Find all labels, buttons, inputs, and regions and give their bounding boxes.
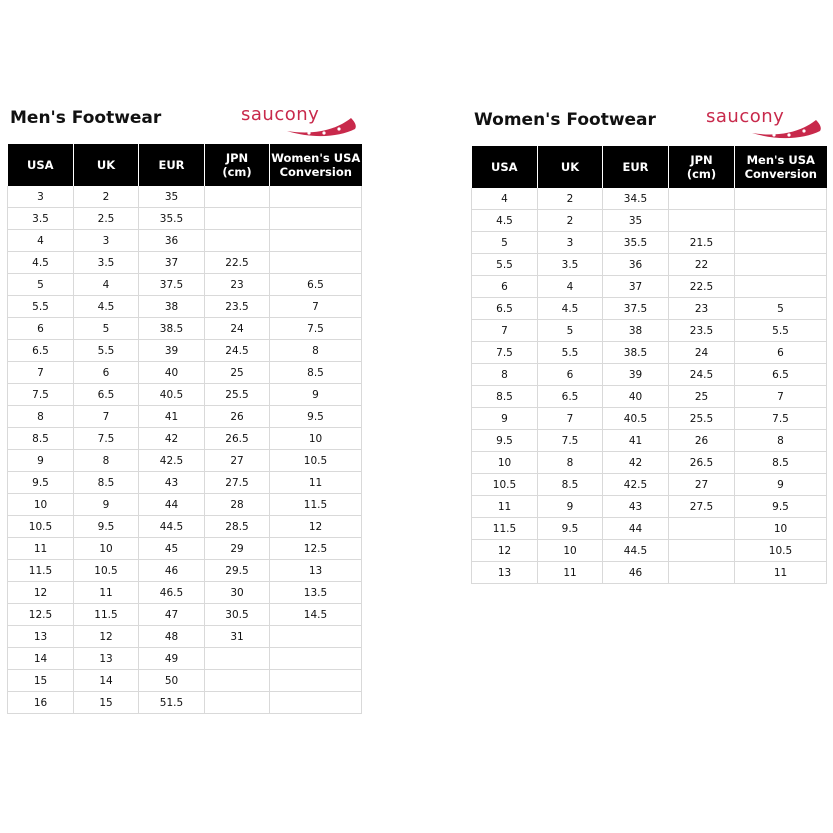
men-col-header	[139, 144, 205, 186]
table-row	[8, 318, 362, 340]
table-cell: 39	[603, 364, 669, 386]
table-cell: 26	[669, 430, 735, 452]
table-cell: 47	[139, 604, 205, 626]
saucony-logo	[239, 104, 359, 138]
table-cell: 36	[603, 254, 669, 276]
table-cell	[669, 562, 735, 584]
table-cell: 10	[8, 494, 74, 516]
table-cell: 7.5	[270, 318, 362, 340]
table-cell	[735, 210, 827, 232]
table-cell: 22.5	[205, 252, 270, 274]
table-cell: 5	[8, 274, 74, 296]
table-cell	[735, 232, 827, 254]
women-col-header	[669, 146, 735, 188]
table-cell: 12	[74, 626, 139, 648]
table-cell: 42.5	[603, 474, 669, 496]
mens-header-row	[8, 144, 362, 186]
table-cell: 12	[270, 516, 362, 538]
table-cell: 4.5	[74, 296, 139, 318]
table-cell	[669, 188, 735, 210]
table-cell: 4.5	[8, 252, 74, 274]
table-row	[8, 340, 362, 362]
table-cell: 35.5	[603, 232, 669, 254]
men-col-header-line: UK	[96, 158, 116, 172]
table-cell	[669, 540, 735, 562]
table-cell: 11	[74, 582, 139, 604]
table-cell: 11.5	[8, 560, 74, 582]
table-cell: 4	[472, 188, 538, 210]
table-cell: 10	[538, 540, 603, 562]
table-cell: 8.5	[472, 386, 538, 408]
table-cell: 6	[472, 276, 538, 298]
table-row	[8, 538, 362, 560]
table-cell: 10	[270, 428, 362, 450]
table-cell: 24.5	[669, 364, 735, 386]
table-cell: 38	[139, 296, 205, 318]
table-cell: 6.5	[472, 298, 538, 320]
table-cell: 12.5	[270, 538, 362, 560]
table-cell: 7.5	[538, 430, 603, 452]
women-col-header-line: Conversion	[744, 167, 817, 181]
table-row	[472, 254, 827, 276]
table-cell: 9	[472, 408, 538, 430]
table-cell: 9	[735, 474, 827, 496]
table-row	[472, 188, 827, 210]
table-cell: 4.5	[538, 298, 603, 320]
table-cell: 23.5	[205, 296, 270, 318]
table-row	[8, 186, 362, 208]
table-cell: 4	[74, 274, 139, 296]
table-cell: 27.5	[669, 496, 735, 518]
table-cell: 6	[74, 362, 139, 384]
table-cell: 6.5	[270, 274, 362, 296]
table-cell: 5.5	[8, 296, 74, 318]
table-row	[8, 670, 362, 692]
table-cell: 10	[472, 452, 538, 474]
table-cell: 43	[603, 496, 669, 518]
table-row	[472, 430, 827, 452]
table-row	[472, 540, 827, 562]
table-row	[8, 252, 362, 274]
table-row	[8, 648, 362, 670]
table-cell: 11	[8, 538, 74, 560]
table-cell: 9.5	[735, 496, 827, 518]
table-cell: 9	[270, 384, 362, 406]
table-cell: 8	[538, 452, 603, 474]
table-row	[8, 296, 362, 318]
table-cell: 5.5	[472, 254, 538, 276]
table-cell: 2.5	[74, 208, 139, 230]
table-cell: 7	[74, 406, 139, 428]
table-cell: 29.5	[205, 560, 270, 582]
table-cell: 15	[74, 692, 139, 714]
table-cell: 7.5	[74, 428, 139, 450]
table-row	[8, 582, 362, 604]
table-cell	[735, 254, 827, 276]
women-col-header	[538, 146, 603, 188]
table-row	[472, 276, 827, 298]
women-col-header	[735, 146, 827, 188]
table-cell: 36	[139, 230, 205, 252]
table-row	[8, 384, 362, 406]
men-col-header-line: (cm)	[222, 165, 252, 179]
saucony-swoosh-icon	[239, 104, 359, 138]
table-row	[8, 494, 362, 516]
mens-size-table	[7, 144, 362, 714]
table-cell: 27	[669, 474, 735, 496]
table-cell: 35	[139, 186, 205, 208]
table-cell: 12	[8, 582, 74, 604]
table-row	[472, 364, 827, 386]
table-cell: 10.5	[270, 450, 362, 472]
table-cell: 7.5	[472, 342, 538, 364]
men-col-header	[205, 144, 270, 186]
table-cell: 28.5	[205, 516, 270, 538]
table-cell: 44.5	[139, 516, 205, 538]
table-cell: 16	[8, 692, 74, 714]
mens-title: Men's Footwear	[10, 108, 162, 128]
table-cell: 22.5	[669, 276, 735, 298]
table-cell: 13	[270, 560, 362, 582]
table-row	[472, 496, 827, 518]
table-cell: 6.5	[74, 384, 139, 406]
table-row	[8, 516, 362, 538]
table-cell: 9	[74, 494, 139, 516]
saucony-swoosh-icon	[704, 106, 824, 140]
table-cell: 8.5	[74, 472, 139, 494]
table-cell: 8	[735, 430, 827, 452]
table-cell: 3.5	[74, 252, 139, 274]
saucony-logo-text: saucony	[241, 104, 320, 125]
table-cell: 5	[735, 298, 827, 320]
table-cell: 44.5	[603, 540, 669, 562]
table-cell	[205, 208, 270, 230]
table-cell	[205, 230, 270, 252]
table-cell: 12.5	[8, 604, 74, 626]
table-cell: 13	[472, 562, 538, 584]
table-cell: 50	[139, 670, 205, 692]
table-cell: 46.5	[139, 582, 205, 604]
table-cell: 9.5	[270, 406, 362, 428]
table-row	[8, 230, 362, 252]
table-cell: 41	[603, 430, 669, 452]
table-cell: 5	[538, 320, 603, 342]
table-cell	[205, 186, 270, 208]
table-row	[8, 560, 362, 582]
table-cell: 24	[205, 318, 270, 340]
table-cell: 21.5	[669, 232, 735, 254]
women-col-header-line: JPN	[690, 153, 713, 167]
mens-footwear-panel	[7, 104, 361, 714]
table-cell: 10	[735, 518, 827, 540]
table-cell: 8	[472, 364, 538, 386]
table-cell: 26.5	[669, 452, 735, 474]
table-cell: 4.5	[472, 210, 538, 232]
mens-table-body	[8, 186, 362, 714]
men-col-header	[74, 144, 139, 186]
table-row	[472, 408, 827, 430]
table-cell: 48	[139, 626, 205, 648]
table-cell: 11.5	[74, 604, 139, 626]
table-cell	[205, 670, 270, 692]
table-cell: 7.5	[735, 408, 827, 430]
table-cell: 6	[735, 342, 827, 364]
women-col-header-line: EUR	[622, 160, 649, 174]
table-cell: 5	[472, 232, 538, 254]
table-cell: 45	[139, 538, 205, 560]
table-cell: 8.5	[8, 428, 74, 450]
table-cell: 44	[603, 518, 669, 540]
table-cell	[270, 626, 362, 648]
table-cell: 7	[270, 296, 362, 318]
table-cell: 5	[74, 318, 139, 340]
men-col-header-line: USA	[26, 158, 54, 172]
table-row	[472, 232, 827, 254]
table-cell: 10.5	[735, 540, 827, 562]
men-col-header-line: Conversion	[279, 165, 352, 179]
table-cell: 3.5	[8, 208, 74, 230]
table-cell: 27	[205, 450, 270, 472]
table-cell: 10.5	[74, 560, 139, 582]
table-cell: 49	[139, 648, 205, 670]
table-cell: 11	[270, 472, 362, 494]
table-row	[8, 208, 362, 230]
table-row	[8, 604, 362, 626]
table-row	[8, 406, 362, 428]
table-row	[472, 474, 827, 496]
table-cell: 2	[538, 210, 603, 232]
saucony-logo-text: saucony	[706, 106, 785, 127]
table-cell: 14	[74, 670, 139, 692]
womens-title: Women's Footwear	[474, 110, 656, 130]
table-cell: 37	[139, 252, 205, 274]
women-col-header-line: (cm)	[686, 167, 717, 181]
table-cell	[669, 210, 735, 232]
table-row	[8, 362, 362, 384]
table-cell: 30	[205, 582, 270, 604]
table-cell: 8.5	[538, 474, 603, 496]
table-cell: 34.5	[603, 188, 669, 210]
table-cell: 26.5	[205, 428, 270, 450]
table-row	[472, 342, 827, 364]
table-cell: 11.5	[270, 494, 362, 516]
table-cell: 3	[538, 232, 603, 254]
table-cell	[205, 692, 270, 714]
womens-table-body	[472, 188, 827, 584]
table-cell: 9.5	[8, 472, 74, 494]
table-cell: 8	[270, 340, 362, 362]
table-cell: 6	[8, 318, 74, 340]
table-cell: 38.5	[603, 342, 669, 364]
table-cell: 31	[205, 626, 270, 648]
table-cell	[270, 186, 362, 208]
table-cell: 8	[74, 450, 139, 472]
table-cell: 14	[8, 648, 74, 670]
table-cell: 30.5	[205, 604, 270, 626]
women-col-header-line: UK	[560, 160, 580, 174]
table-cell: 6	[538, 364, 603, 386]
table-row	[472, 298, 827, 320]
table-cell: 40.5	[139, 384, 205, 406]
table-cell: 10	[74, 538, 139, 560]
table-cell	[270, 252, 362, 274]
table-cell	[270, 670, 362, 692]
table-cell	[205, 648, 270, 670]
table-row	[8, 472, 362, 494]
table-cell: 10.5	[472, 474, 538, 496]
table-cell: 42	[139, 428, 205, 450]
table-cell: 15	[8, 670, 74, 692]
table-cell: 38	[603, 320, 669, 342]
table-cell: 6.5	[8, 340, 74, 362]
table-cell: 9.5	[538, 518, 603, 540]
table-cell: 28	[205, 494, 270, 516]
mens-panel-header	[7, 104, 361, 144]
table-cell: 25.5	[669, 408, 735, 430]
table-cell: 12	[472, 540, 538, 562]
table-row	[472, 320, 827, 342]
table-cell: 39	[139, 340, 205, 362]
table-row	[472, 562, 827, 584]
table-cell: 9.5	[74, 516, 139, 538]
table-cell: 23	[669, 298, 735, 320]
table-cell: 2	[74, 186, 139, 208]
table-cell: 24	[669, 342, 735, 364]
table-row	[8, 428, 362, 450]
table-cell: 37	[603, 276, 669, 298]
table-cell: 44	[139, 494, 205, 516]
table-cell: 25.5	[205, 384, 270, 406]
table-cell: 13.5	[270, 582, 362, 604]
table-cell	[270, 208, 362, 230]
table-row	[472, 518, 827, 540]
table-cell: 22	[669, 254, 735, 276]
table-cell: 8	[8, 406, 74, 428]
table-cell: 27.5	[205, 472, 270, 494]
table-cell	[735, 276, 827, 298]
table-cell: 40	[603, 386, 669, 408]
saucony-logo	[704, 106, 824, 140]
men-col-header-line: JPN	[225, 151, 249, 165]
womens-header-row	[472, 146, 827, 188]
table-cell: 11	[735, 562, 827, 584]
table-cell: 40	[139, 362, 205, 384]
table-cell: 7	[472, 320, 538, 342]
table-cell: 3	[74, 230, 139, 252]
table-cell: 9	[538, 496, 603, 518]
table-cell: 8.5	[735, 452, 827, 474]
men-col-header	[8, 144, 74, 186]
table-row	[8, 626, 362, 648]
table-row	[8, 692, 362, 714]
table-cell: 43	[139, 472, 205, 494]
table-cell: 42	[603, 452, 669, 474]
table-cell	[270, 230, 362, 252]
table-cell: 38.5	[139, 318, 205, 340]
table-cell: 25	[205, 362, 270, 384]
table-cell: 3	[8, 186, 74, 208]
table-cell: 2	[538, 188, 603, 210]
table-cell: 5.5	[538, 342, 603, 364]
table-cell: 46	[603, 562, 669, 584]
table-cell: 5.5	[74, 340, 139, 362]
table-cell	[270, 692, 362, 714]
men-col-header	[270, 144, 362, 186]
table-cell: 37.5	[603, 298, 669, 320]
table-cell: 46	[139, 560, 205, 582]
table-cell: 23.5	[669, 320, 735, 342]
table-cell: 40.5	[603, 408, 669, 430]
table-cell: 7	[735, 386, 827, 408]
women-col-header	[472, 146, 538, 188]
table-cell: 11	[538, 562, 603, 584]
table-cell: 35	[603, 210, 669, 232]
table-cell: 7.5	[8, 384, 74, 406]
table-cell	[669, 518, 735, 540]
table-cell: 41	[139, 406, 205, 428]
table-cell: 25	[669, 386, 735, 408]
table-cell: 26	[205, 406, 270, 428]
table-cell: 23	[205, 274, 270, 296]
table-cell: 4	[8, 230, 74, 252]
women-col-header	[603, 146, 669, 188]
men-col-header-line: EUR	[158, 158, 185, 172]
women-col-header-line: Men's USA	[746, 153, 815, 167]
table-cell: 8.5	[270, 362, 362, 384]
table-cell: 5.5	[735, 320, 827, 342]
table-cell: 9	[8, 450, 74, 472]
table-cell: 9.5	[472, 430, 538, 452]
womens-size-table	[471, 146, 827, 584]
table-cell: 4	[538, 276, 603, 298]
table-cell: 7	[8, 362, 74, 384]
table-cell: 51.5	[139, 692, 205, 714]
men-col-header-line: Women's USA	[271, 151, 361, 165]
womens-panel-header	[471, 106, 826, 146]
table-cell: 6.5	[735, 364, 827, 386]
table-row	[8, 274, 362, 296]
table-row	[472, 452, 827, 474]
table-row	[8, 450, 362, 472]
table-row	[472, 210, 827, 232]
table-cell: 37.5	[139, 274, 205, 296]
table-cell: 13	[8, 626, 74, 648]
table-cell: 11.5	[472, 518, 538, 540]
table-cell: 10.5	[8, 516, 74, 538]
table-cell: 3.5	[538, 254, 603, 276]
table-cell: 29	[205, 538, 270, 560]
table-cell: 24.5	[205, 340, 270, 362]
table-cell: 35.5	[139, 208, 205, 230]
womens-footwear-panel	[471, 106, 826, 584]
women-col-header-line: USA	[490, 160, 518, 174]
table-cell: 11	[472, 496, 538, 518]
table-cell: 6.5	[538, 386, 603, 408]
table-cell	[270, 648, 362, 670]
table-row	[472, 386, 827, 408]
table-cell: 42.5	[139, 450, 205, 472]
table-cell: 14.5	[270, 604, 362, 626]
table-cell: 13	[74, 648, 139, 670]
table-cell: 7	[538, 408, 603, 430]
table-cell	[735, 188, 827, 210]
